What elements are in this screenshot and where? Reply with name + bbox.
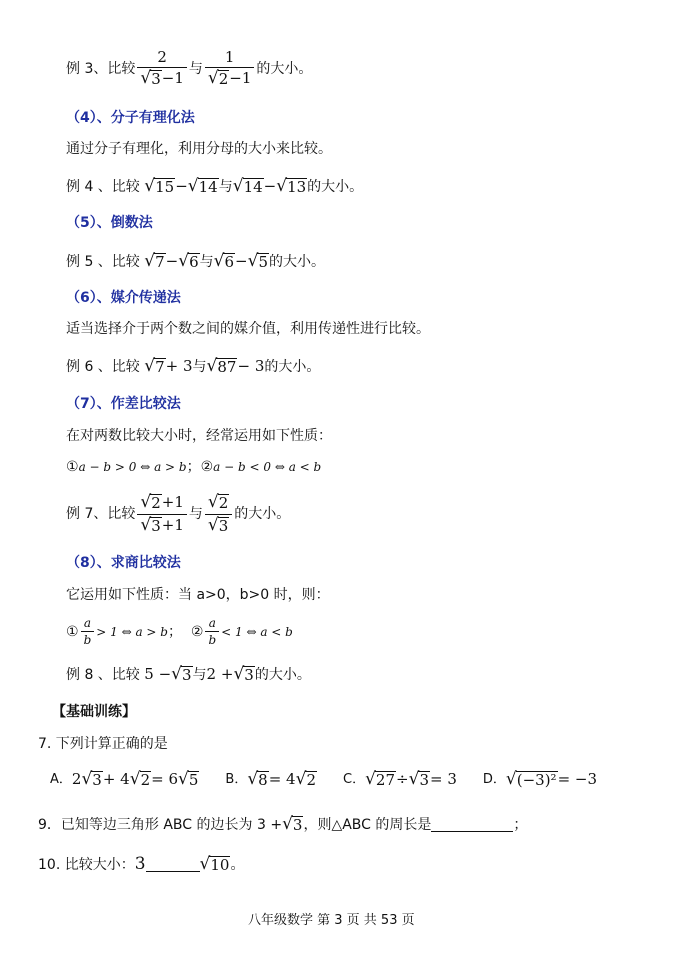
question-10: 10. 比较大小： 3 √ 10 。 xyxy=(38,854,245,875)
paragraph-6: 适当选择介于两个数之间的媒介值，利用传递性进行比较。 xyxy=(66,321,430,337)
property-7: ① a − b > 0 ⇔ a > b ； ② a − b < 0 ⇔ a < b xyxy=(66,459,322,475)
fraction-2: 1 √ 2 −1 xyxy=(205,50,255,88)
option-a: A． 2 √ 3 + 4 √ 2 = 6 √ 5 xyxy=(50,769,199,789)
page-footer: 八年级数学 第 3 页 共 53 页 xyxy=(248,913,415,928)
property-8: ① $\frac{a}{b}$ > 1 ⇔ a > b ； ② $\frac{a}{b}$ < 1 ⇔ a < b xyxy=(66,616,293,647)
heading-4: （4）、分子有理化法 xyxy=(66,110,195,126)
heading-6: （6）、媒介传递法 xyxy=(66,290,181,306)
example-3-label: 例 3、比较 xyxy=(66,60,136,77)
heading-7: （7）、作差比较法 xyxy=(66,396,181,412)
example-3: 例 3、比较 2 √ 3 −1 与 1 √ 2 −1 的大小。 xyxy=(66,48,313,88)
option-b: B． √ 8 = 4 √ 2 xyxy=(225,769,316,789)
paragraph-8: 它运用如下性质：当 a>0，b>0 时，则： xyxy=(66,587,330,603)
option-c: C． √ 27 ÷ √ 3 = 3 xyxy=(343,769,457,789)
section-title: 【基础训练】 xyxy=(52,704,136,720)
answer-blank-10[interactable] xyxy=(146,857,200,872)
heading-8: （8）、求商比较法 xyxy=(66,555,181,571)
example-4: 例 4 、比较 √ 15 − √ 14 与 √ 14 − √ 13 的大小。 xyxy=(66,176,364,196)
heading-5: （5）、倒数法 xyxy=(66,215,153,231)
paragraph-7: 在对两数比较大小时，经常运用如下性质： xyxy=(66,428,332,444)
paragraph-4: 通过分子有理化，利用分母的大小来比较。 xyxy=(66,141,332,157)
question-7-options xyxy=(50,771,597,789)
example-5: 例 5 、比较 √ 7 − √ 6 与 √ 6 − √ 5 的大小。 xyxy=(66,251,325,271)
example-6: 例 6 、比较 √ 7 + 3 与 √ 87 − 3 的大小。 xyxy=(66,356,321,376)
example-8: 例 8 、比较 5 − √ 3 与 2 + √ 3 的大小。 xyxy=(66,664,311,684)
option-d: D． √ (−3)² = −3 xyxy=(482,769,598,789)
answer-blank-9[interactable] xyxy=(431,817,513,832)
sqrt-3: √ 3 xyxy=(140,68,161,88)
fraction-1: 2 √ 3 −1 xyxy=(137,50,187,88)
question-9: 9．已知等边三角形 ABC 的边长为 3 + √ 3 ，则△ABC 的周长是 ； xyxy=(38,814,528,834)
question-7-stem: 7. 下列计算正确的是 xyxy=(38,736,168,752)
sqrt-2: √ 2 xyxy=(207,68,229,88)
example-7: 例 7、比较 √ 2 +1 √ 3 +1 与 √ 2 √ 3 的大小。 xyxy=(66,492,291,535)
